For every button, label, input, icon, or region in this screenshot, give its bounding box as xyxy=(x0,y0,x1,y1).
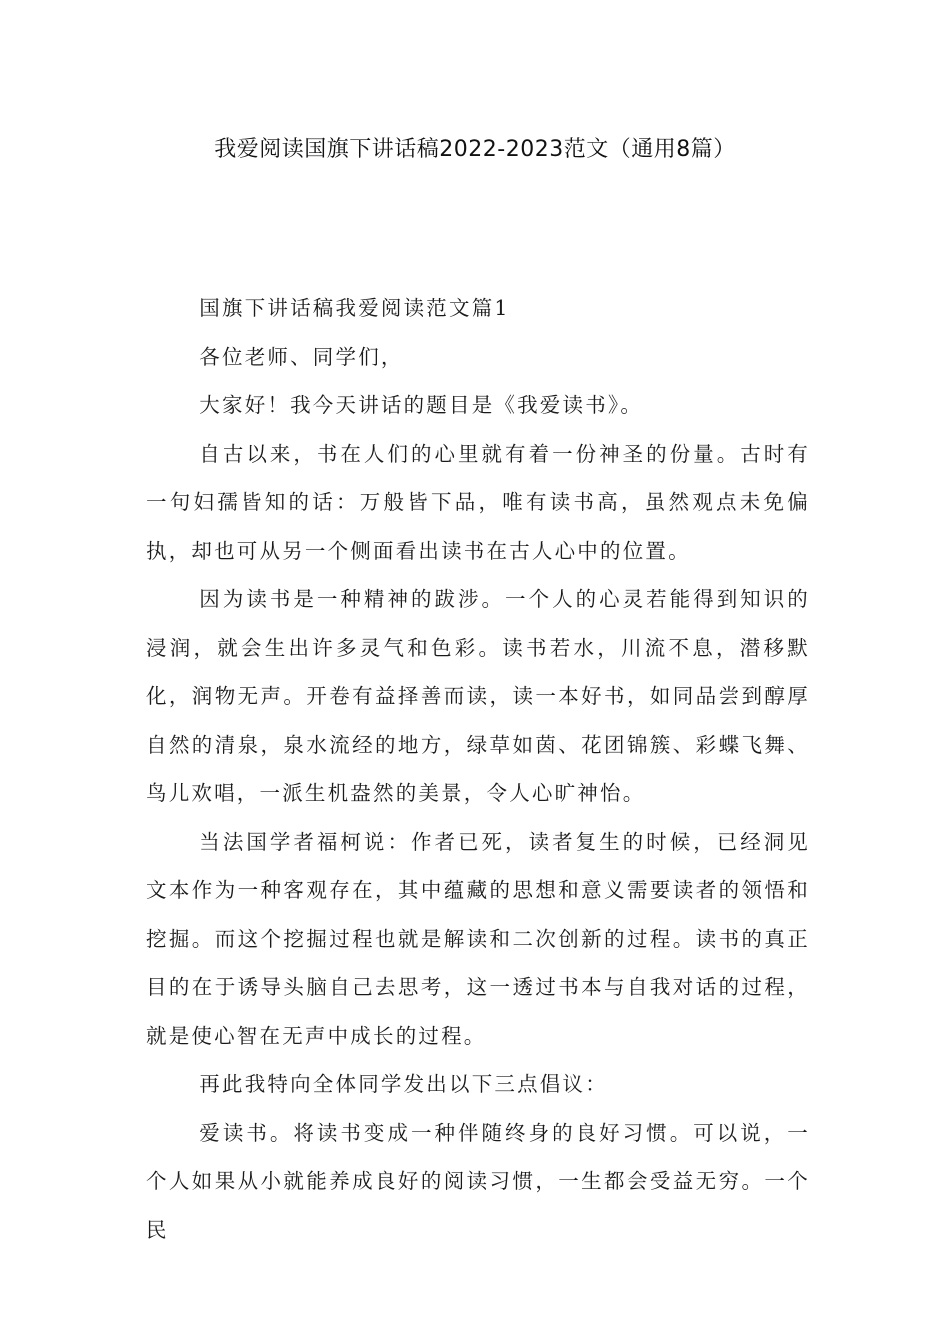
salutation: 各位老师、同学们， xyxy=(199,344,404,369)
section-heading: 国旗下讲话稿我爱阅读范文篇1 xyxy=(199,296,510,320)
document-body xyxy=(146,284,810,1254)
body-paragraph: 爱读书。将读书变成一种伴随终身的良好习惯。可以说，一个人如果从小就能养成良好的阅读习惯，一生都会受益无穷。一个民 xyxy=(146,1120,810,1242)
body-paragraph: 自古以来，书在人们的心里就有着一份神圣的份量。古时有一句妇孺皆知的话：万般皆下品，唯有读书高，虽然观点未免偏执，却也可从另一个侧面看出读书在古人心中的位置。 xyxy=(146,441,810,563)
greeting-paragraph: 大家好！我今天讲话的题目是《我爱读书》。 xyxy=(199,393,644,417)
body-paragraph: 因为读书是一种精神的跋涉。一个人的心灵若能得到知识的浸润，就会生出许多灵气和色彩。读书若水，川流不息，潜移默化，润物无声。开卷有益择善而读，读一本好书，如同品尝到醇厚自然的清泉，泉水流经的地方，绿草如茵、花团锦簇、彩蝶飞舞、鸟儿欢唱，一派生机盎然的美景，令人心旷神怡。 xyxy=(146,587,810,805)
body-paragraph: 再此我特向全体同学发出以下三点倡议： xyxy=(199,1072,608,1096)
document-title: 我爱阅读国旗下讲话稿2022-2023范文（通用8篇） xyxy=(214,137,736,162)
body-paragraph: 当法国学者福柯说：作者已死，读者复生的时候，已经洞见文本作为一种客观存在，其中蕴藏的思想和意义需要读者的领悟和挖掘。而这个挖掘过程也就是解读和二次创新的过程。读书的真正目的在于诱导头脑自己去思考，这一透过书本与自我对话的过程，就是使心智在无声中成长的过程。 xyxy=(146,829,810,1048)
